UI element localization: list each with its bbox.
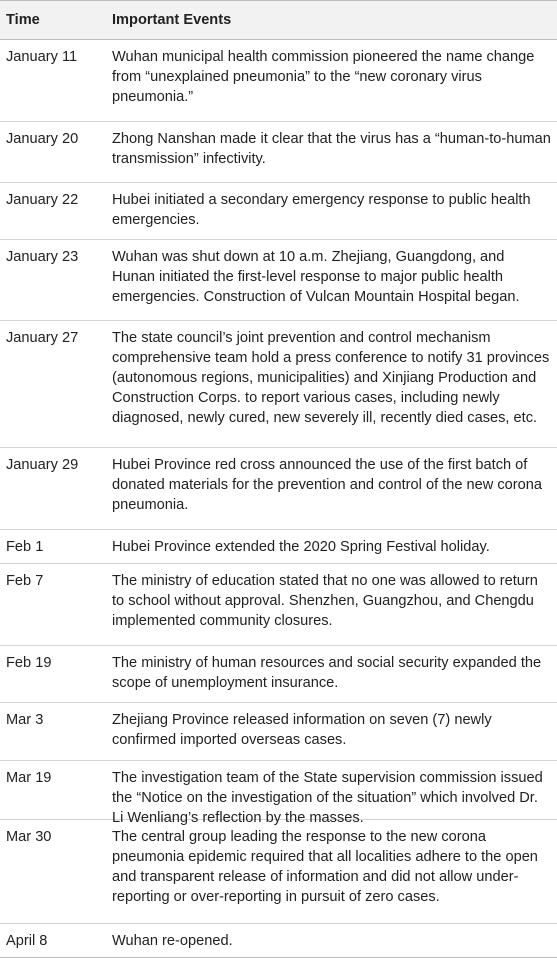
row-event: Wuhan was shut down at 10 a.m. Zhejiang, Guangdong, and Hunan initiated the first-level response to major public health emergencies. Construction of Vulcan Mountain Hospital began. — [112, 249, 520, 305]
table-row — [0, 321, 557, 448]
row-time: Feb 1 — [6, 539, 44, 555]
row-event: The ministry of human resources and social security expanded the scope of unemployment insurance. — [112, 655, 542, 691]
row-time: April 8 — [6, 933, 48, 949]
row-time: January 20 — [6, 131, 79, 147]
row-time: Feb 7 — [6, 573, 44, 589]
table-row — [0, 530, 557, 564]
row-event: Hubei initiated a secondary emergency response to public health emergencies. — [112, 192, 531, 228]
table-row — [0, 820, 557, 924]
table-row — [0, 240, 557, 321]
row-event: Zhong Nanshan made it clear that the virus has a “human-to-human transmission” infectivity. — [112, 131, 551, 167]
row-event: Hubei Province extended the 2020 Spring Festival holiday. — [112, 539, 490, 555]
row-time: January 29 — [6, 457, 79, 473]
row-time: Feb 19 — [6, 655, 52, 671]
table-row — [0, 924, 557, 958]
row-time: Mar 30 — [6, 829, 52, 845]
row-time: January 11 — [6, 49, 78, 65]
row-time: Mar 19 — [6, 770, 52, 786]
row-event: The ministry of education stated that no one was allowed to return to school without approval. Shenzhen, Guangzhou, and Chengdu implemented community closures. — [112, 573, 538, 629]
row-event: The central group leading the response to the new corona pneumonia epidemic required that all localities adhere to the open and transparent release of information and did not allow under-reporting or over-reporting in pursuit of zero cases. — [112, 829, 538, 905]
table-row — [0, 703, 557, 761]
header-events: Important Events — [112, 12, 232, 28]
header-time: Time — [6, 12, 40, 28]
row-time: Mar 3 — [6, 712, 44, 728]
row-event: Wuhan re-opened. — [112, 933, 233, 949]
row-event: Wuhan municipal health commission pioneered the name change from “unexplained pneumonia” to the “new coronary virus pneumonia.” — [112, 49, 535, 105]
row-event: The investigation team of the State supervision commission issued the “Notice on the investigation of the situation” which involved Dr. Li Wenliang’s reflection by the masses. — [112, 770, 543, 826]
table-row — [0, 122, 557, 183]
row-event: The state council’s joint prevention and control mechanism comprehensive team hold a press conference to notify 31 provinces (autonomous regions, municipalities) and Xinjiang Production and Construction Corps. to report various cases, including newly diagnosed, newly cured, new severely ill, recently died cases, etc. — [112, 330, 550, 426]
table-row — [0, 761, 557, 826]
table-row — [0, 448, 557, 530]
table-row — [0, 646, 557, 703]
table-row — [0, 40, 557, 122]
row-time: January 22 — [6, 192, 79, 208]
row-time: January 23 — [6, 249, 79, 265]
row-event: Zhejiang Province released information on seven (7) newly confirmed imported overseas cases. — [112, 712, 492, 748]
table-row — [0, 564, 557, 646]
row-time: January 27 — [6, 330, 79, 346]
table-row — [0, 183, 557, 240]
table-header — [0, 0, 557, 40]
row-event: Hubei Province red cross announced the use of the first batch of donated materials for the prevention and control of the new corona pneumonia. — [112, 457, 542, 513]
